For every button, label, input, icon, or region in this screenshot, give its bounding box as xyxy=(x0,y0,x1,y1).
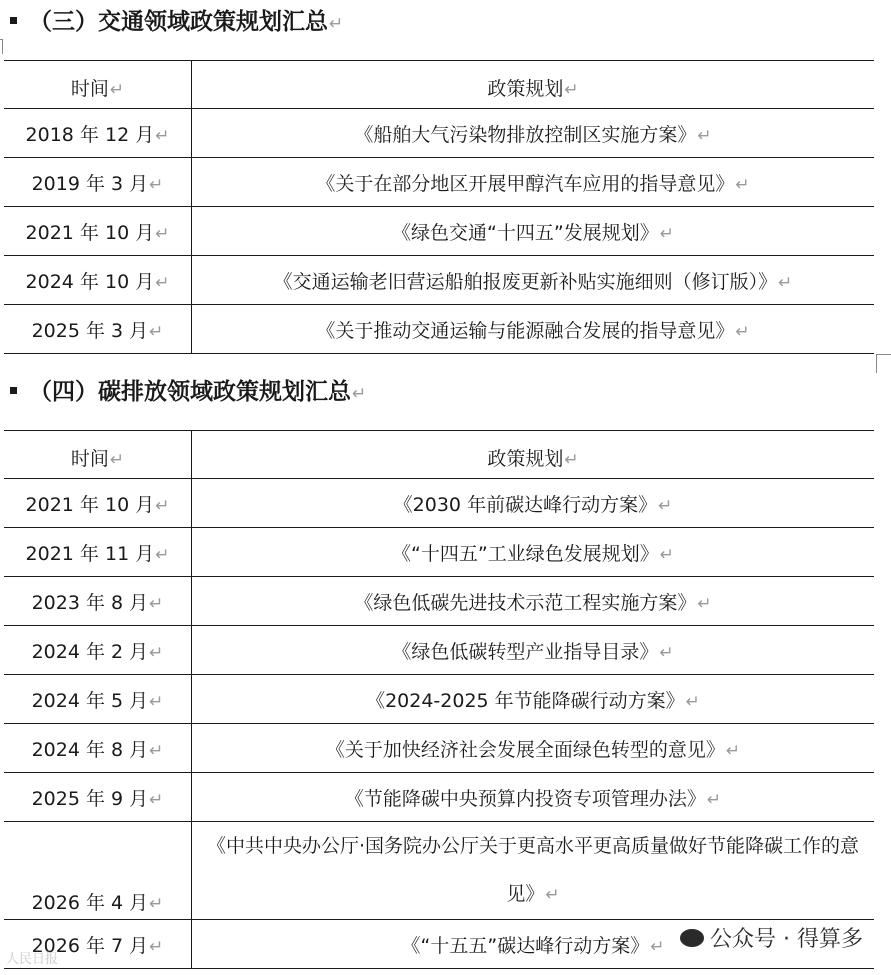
table-row xyxy=(4,626,874,675)
policy-cell xyxy=(192,675,875,724)
paragraph-mark-icon: ↵ xyxy=(155,495,170,516)
paragraph-mark-icon: ↵ xyxy=(149,642,164,663)
cell-text: 2025 年 3 月 xyxy=(31,319,149,342)
paragraph-mark-icon: ↵ xyxy=(149,936,164,957)
paragraph-mark-icon: ↵ xyxy=(329,14,344,34)
cell-text: 2021 年 10 月 xyxy=(25,493,155,516)
table-row xyxy=(4,207,874,256)
paragraph-mark-icon: ↵ xyxy=(149,174,164,195)
paragraph-mark-icon: ↵ xyxy=(564,450,579,470)
time-cell xyxy=(4,207,192,256)
table-row xyxy=(4,773,874,822)
header-policy xyxy=(192,431,875,479)
table-header-row xyxy=(4,431,874,479)
table-row xyxy=(4,822,874,920)
crop-mark xyxy=(876,354,891,373)
cell-text: （三）交通领域政策规划汇总 xyxy=(29,9,328,35)
cell-text: 2024 年 10 月 xyxy=(25,270,155,293)
policy-cell xyxy=(192,528,875,577)
time-cell xyxy=(4,479,192,528)
source-watermark xyxy=(6,948,58,967)
time-cell xyxy=(4,158,192,207)
paragraph-mark-icon: ↵ xyxy=(109,450,125,470)
cell-text: 人民日报 xyxy=(6,952,59,967)
paragraph-mark-icon: ↵ xyxy=(697,593,712,614)
time-cell xyxy=(4,256,192,305)
table-row xyxy=(4,675,874,724)
bullet-icon xyxy=(10,387,17,394)
paragraph-mark-icon: ↵ xyxy=(685,691,700,712)
cell-text: 2024 年 5 月 xyxy=(31,689,149,712)
time-cell xyxy=(4,822,192,920)
paragraph-mark-icon: ↵ xyxy=(149,789,164,810)
time-cell xyxy=(4,109,192,158)
cell-text: 2021 年 10 月 xyxy=(25,221,155,244)
table-row xyxy=(4,528,874,577)
paragraph-mark-icon: ↵ xyxy=(545,885,560,905)
paragraph-mark-icon: ↵ xyxy=(658,495,673,516)
cell-text: 公众号 · 得算多 xyxy=(710,927,863,952)
paragraph-mark-icon: ↵ xyxy=(650,936,665,957)
cell-text: 《2030 年前碳达峰行动方案》 xyxy=(393,493,658,516)
cell-text: 《节能降碳中央预算内投资专项管理办法》 xyxy=(344,787,706,810)
paragraph-mark-icon: ↵ xyxy=(659,223,674,244)
wechat-watermark xyxy=(680,922,863,953)
cell-text: 《绿色交通“十四五”发展规划》 xyxy=(392,221,659,244)
paragraph-mark-icon: ↵ xyxy=(735,174,750,195)
cell-text: 2026 年 7 月 xyxy=(31,934,149,957)
policy-cell xyxy=(192,158,875,207)
paragraph-mark-icon: ↵ xyxy=(778,272,793,293)
paragraph-mark-icon: ↵ xyxy=(149,894,164,914)
paragraph-mark-icon: ↵ xyxy=(149,593,164,614)
policy-cell xyxy=(192,207,875,256)
time-cell xyxy=(4,626,192,675)
paragraph-mark-icon: ↵ xyxy=(149,691,164,712)
table-row xyxy=(4,109,874,158)
section-3-title xyxy=(10,2,343,42)
cell-text: 2023 年 8 月 xyxy=(31,591,149,614)
cell-text: 《中共中央办公厅·国务院办公厅关于更高水平更高质量做好节能降碳工作的意见》 xyxy=(206,835,860,905)
table-row xyxy=(4,577,874,626)
cell-text: 2025 年 9 月 xyxy=(31,787,149,810)
cell-text: （四）碳排放领域政策规划汇总 xyxy=(29,379,351,405)
cell-text: 时间 xyxy=(70,78,109,100)
time-cell xyxy=(4,528,192,577)
cell-text: 《关于在部分地区开展甲醇汽车应用的指导意见》 xyxy=(316,172,735,195)
policy-cell xyxy=(192,305,875,354)
cell-text: 《“十五五”碳达峰行动方案》 xyxy=(401,934,650,957)
wechat-icon xyxy=(680,929,704,947)
policy-cell xyxy=(192,256,875,305)
cell-text: 2019 年 3 月 xyxy=(31,172,149,195)
paragraph-mark-icon: ↵ xyxy=(697,125,712,146)
cell-text: 2026 年 4 月 xyxy=(31,892,149,914)
cell-text: 《2024-2025 年节能降碳行动方案》 xyxy=(366,689,685,712)
time-cell xyxy=(4,577,192,626)
paragraph-mark-icon: ↵ xyxy=(725,740,741,761)
transport-policy-table xyxy=(4,60,874,354)
header-time xyxy=(4,431,192,479)
policy-cell xyxy=(192,724,875,773)
paragraph-mark-icon: ↵ xyxy=(659,544,674,565)
paragraph-mark-icon: ↵ xyxy=(706,789,722,810)
cell-text: 《关于加快经济社会发展全面绿色转型的意见》 xyxy=(325,738,725,761)
paragraph-mark-icon: ↵ xyxy=(352,384,367,404)
paragraph-mark-icon: ↵ xyxy=(659,642,674,663)
policy-cell xyxy=(192,773,875,822)
table-header-row xyxy=(4,61,874,109)
paragraph-mark-icon: ↵ xyxy=(735,321,750,342)
cell-text: 政策规划 xyxy=(487,78,564,100)
policy-cell xyxy=(192,109,875,158)
cell-text: 时间 xyxy=(70,448,109,470)
cell-text: 2024 年 8 月 xyxy=(31,738,149,761)
cell-text: 《交通运输老旧营运船舶报废更新补贴实施细则（修订版）》 xyxy=(273,270,778,293)
time-cell xyxy=(4,773,192,822)
paragraph-mark-icon: ↵ xyxy=(109,80,125,100)
cell-text: 《“十四五”工业绿色发展规划》 xyxy=(392,542,659,565)
bullet-icon xyxy=(10,17,17,24)
section-4-title xyxy=(10,372,366,412)
policy-cell xyxy=(192,626,875,675)
paragraph-mark-icon: ↵ xyxy=(155,544,170,565)
paragraph-mark-icon: ↵ xyxy=(155,125,170,146)
cell-text: 政策规划 xyxy=(487,448,564,470)
cell-text: 2018 年 12 月 xyxy=(25,123,155,146)
paragraph-mark-icon: ↵ xyxy=(155,272,170,293)
table-row xyxy=(4,256,874,305)
cell-text: 2021 年 11 月 xyxy=(25,542,155,565)
policy-cell xyxy=(192,577,875,626)
header-time xyxy=(4,61,192,109)
table-row xyxy=(4,158,874,207)
paragraph-mark-icon: ↵ xyxy=(149,321,164,342)
cell-text: 《船舶大气污染物排放控制区实施方案》 xyxy=(354,123,697,146)
table-row xyxy=(4,305,874,354)
time-cell xyxy=(4,675,192,724)
cell-text: 《绿色低碳转型产业指导目录》 xyxy=(392,640,659,663)
header-policy xyxy=(192,61,875,109)
paragraph-mark-icon: ↵ xyxy=(564,80,579,100)
cell-text: 《绿色低碳先进技术示范工程实施方案》 xyxy=(354,591,697,614)
crop-mark xyxy=(0,39,3,54)
carbon-policy-table xyxy=(4,430,874,969)
cell-text: 《关于推动交通运输与能源融合发展的指导意见》 xyxy=(316,319,735,342)
time-cell xyxy=(4,724,192,773)
table-row xyxy=(4,479,874,528)
time-cell xyxy=(4,305,192,354)
policy-cell xyxy=(192,822,875,920)
paragraph-mark-icon: ↵ xyxy=(149,740,164,761)
paragraph-mark-icon: ↵ xyxy=(155,223,170,244)
table-row xyxy=(4,724,874,773)
cell-text: 2024 年 2 月 xyxy=(31,640,149,663)
policy-cell xyxy=(192,479,875,528)
